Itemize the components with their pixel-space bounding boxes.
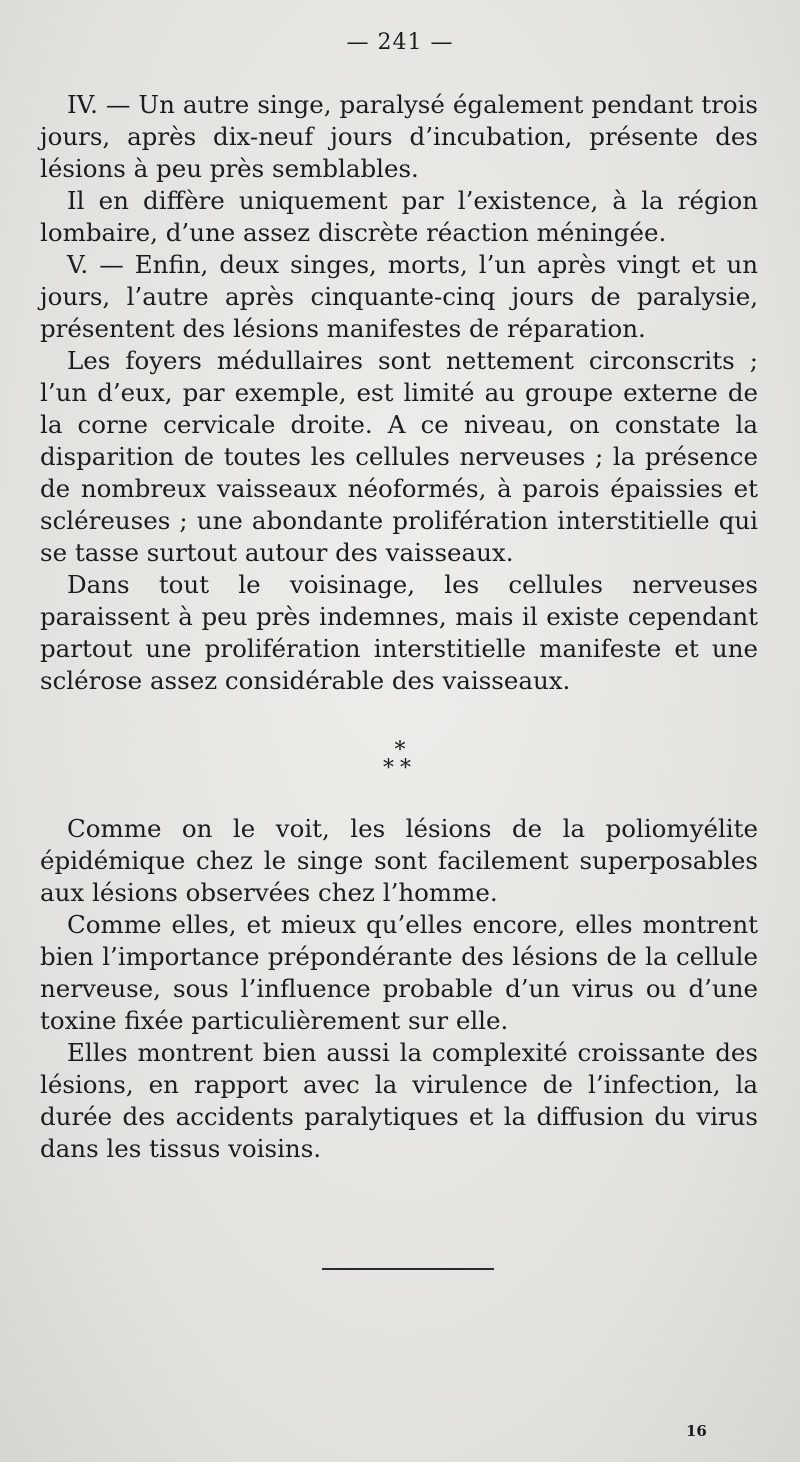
paragraph-surroundings: Dans tout le voisinage, les cellules nerveuses paraissent à peu près indemnes, mais il existe cependant partout une prolifération interstitielle manifeste et une sclérose assez considérable des vaisseaux. [40,570,758,695]
paragraph-case-iv-difference: Il en diffère uniquement par l’existence, à la région lombaire, d’une assez discrète réaction méningée. [40,186,758,247]
printer-signature-mark: 16 [686,1422,707,1440]
closing-rule [322,1268,494,1270]
page-number: — 241 — [346,30,454,55]
paragraph-nerve-cell-importance: Comme elles, et mieux qu’elles encore, elles montrent bien l’importance prépondérante des lésions de la cellule nerveuse, sous l’influence probable d’un virus ou d’une toxine fixée particulièrement sur elle. [40,910,758,1035]
section-case-reports [40,89,758,697]
asterism-bottom-stars: ** [383,756,417,781]
paragraph-case-v: V. — Enfin, deux singes, morts, l’un après vingt et un jours, l’autre après cinquante-cinq jours de paralysie, présentent des lésions manifestes de réparation. [40,250,758,343]
asterism-top-star: * [394,738,406,763]
paragraph-case-iv: IV. — Un autre singe, paralysé également pendant trois jours, après dix-neuf jours d’incubation, présente des lésions à peu près semblables. [40,90,758,183]
paragraph-lesion-complexity: Elles montrent bien aussi la complexité croissante des lésions, en rapport avec la virulence de l’infection, la durée des accidents paralytiques et la diffusion du virus dans les tissus voisins. [40,1038,758,1163]
asterism-separator [0,738,800,781]
paragraph-medullary-foci: Les foyers médullaires sont nettement circonscrits ; l’un d’eux, par exemple, est limité au groupe externe de la corne cervicale droite. A ce niveau, on constate la disparition de toutes les cellules nerveuses ; la présence de nombreux vaisseaux néoformés, à parois épaissies et scléreuses ; une abondante prolifération interstitielle qui se tasse surtout autour des vaisseaux. [40,346,758,567]
paragraph-comparison: Comme on le voit, les lésions de la poliomyélite épidémique chez le singe sont facilement superposables aux lésions observées chez l’homme. [40,814,758,907]
section-conclusions [40,813,758,1165]
